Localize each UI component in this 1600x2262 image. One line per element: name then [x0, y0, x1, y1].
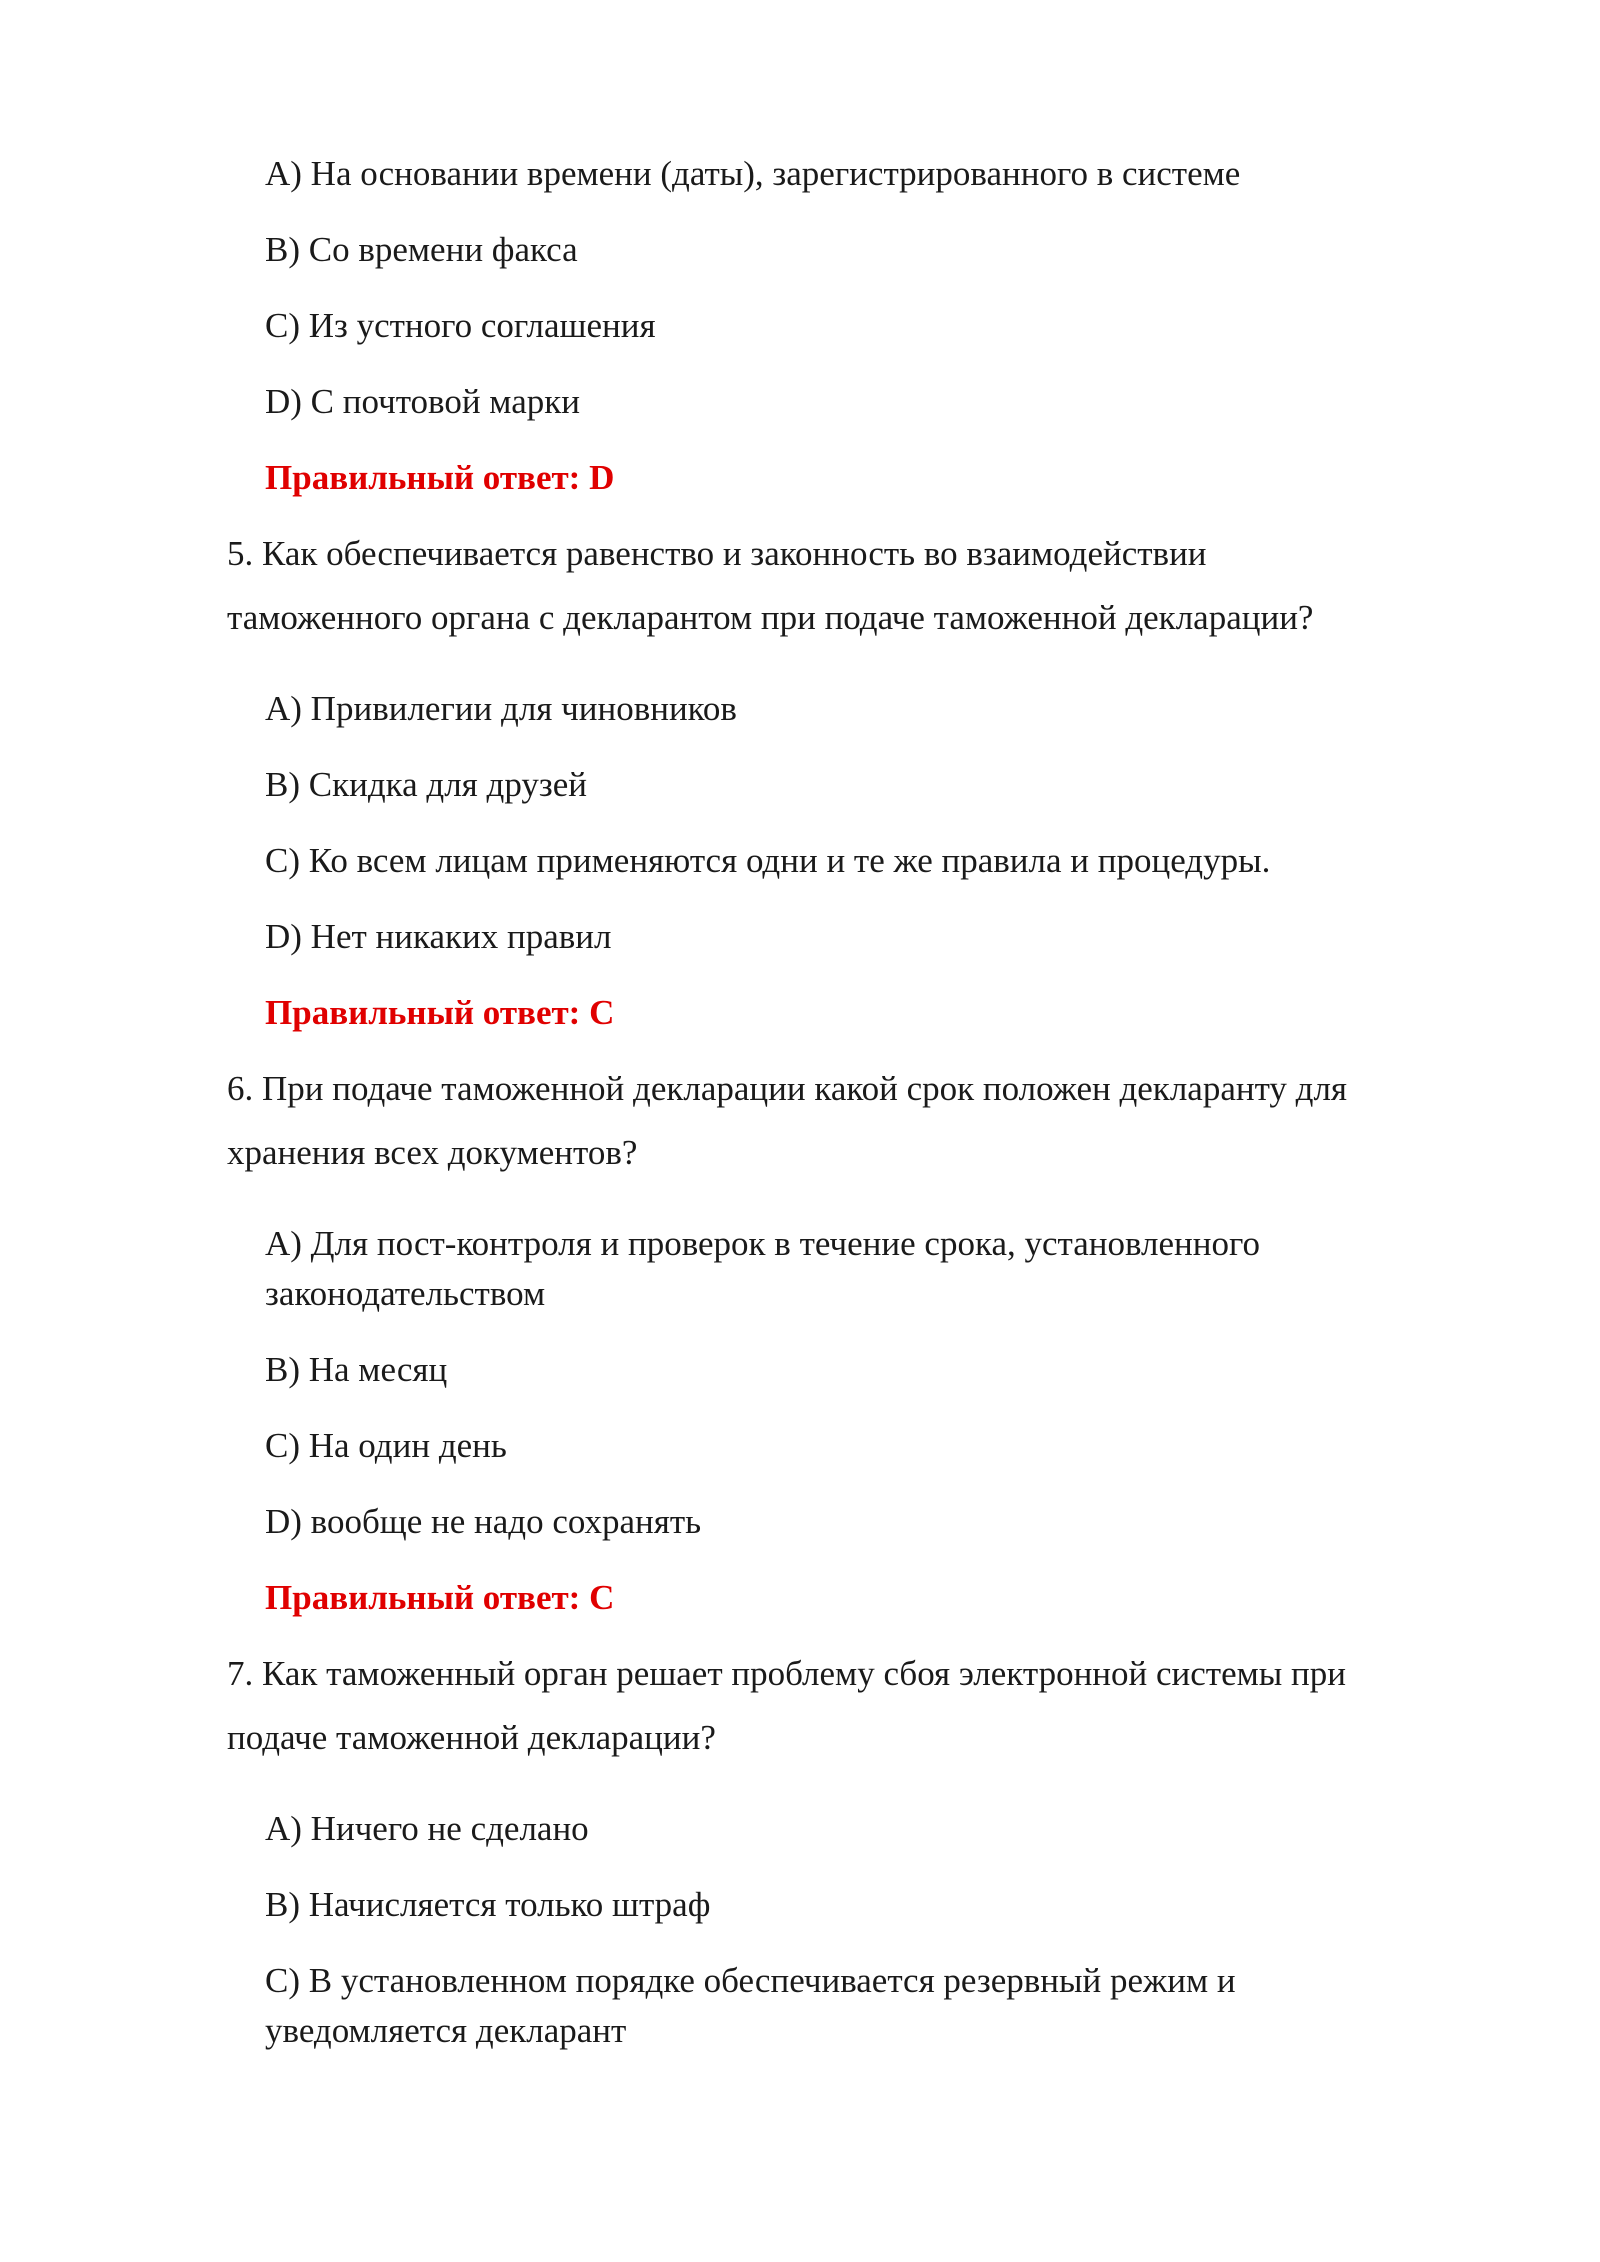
q7-question-line-2: подаче таможенной декларации?	[227, 1718, 716, 1757]
q6-option-b: B) На месяц	[265, 1350, 448, 1389]
q6-correct-answer: Правильный ответ: C	[265, 1578, 615, 1617]
q5-question-line-2: таможенного органа с декларантом при подаче таможенной декларации?	[227, 598, 1314, 637]
q5-question-line-1: 5. Как обеспечивается равенство и законность во взаимодействии	[227, 534, 1207, 573]
q5-correct-answer: Правильный ответ: C	[265, 993, 615, 1032]
q4-option-d: D) С почтовой марки	[265, 382, 580, 421]
q7-option-b: B) Начисляется только штраф	[265, 1885, 711, 1924]
q6-option-c: C) На один день	[265, 1426, 507, 1465]
q7-question-line-1: 7. Как таможенный орган решает проблему сбоя электронной системы при	[227, 1654, 1347, 1693]
q5-option-a: A) Привилегии для чиновников	[265, 689, 737, 728]
q6-option-d: D) вообще не надо сохранять	[265, 1502, 702, 1541]
q4-option-b: B) Со времени факса	[265, 230, 578, 269]
q6-question-line-2: хранения всех документов?	[227, 1133, 638, 1172]
q6-question-line-1: 6. При подаче таможенной декларации какой срок положен декларанту для	[227, 1069, 1348, 1108]
q5-option-b: B) Скидка для друзей	[265, 765, 587, 804]
q7-option-c-line-1: C) В установленном порядке обеспечивается резервный режим и	[265, 1961, 1236, 2000]
q7-option-a: A) Ничего не сделано	[265, 1809, 589, 1848]
q5-option-c: C) Ко всем лицам применяются одни и те же правила и процедуры.	[265, 841, 1271, 880]
q5-option-d: D) Нет никаких правил	[265, 917, 612, 956]
q4-option-a: A) На основании времени (даты), зарегистрированного в системе	[265, 154, 1241, 193]
q4-correct-answer: Правильный ответ: D	[265, 458, 615, 497]
q4-option-c: C) Из устного соглашения	[265, 306, 656, 345]
q6-option-a-line-2: законодательством	[265, 1274, 546, 1313]
q6-option-a-line-1: A) Для пост-контроля и проверок в течение срока, установленного	[265, 1224, 1261, 1263]
q7-option-c-line-2: уведомляется декларант	[265, 2011, 627, 2050]
